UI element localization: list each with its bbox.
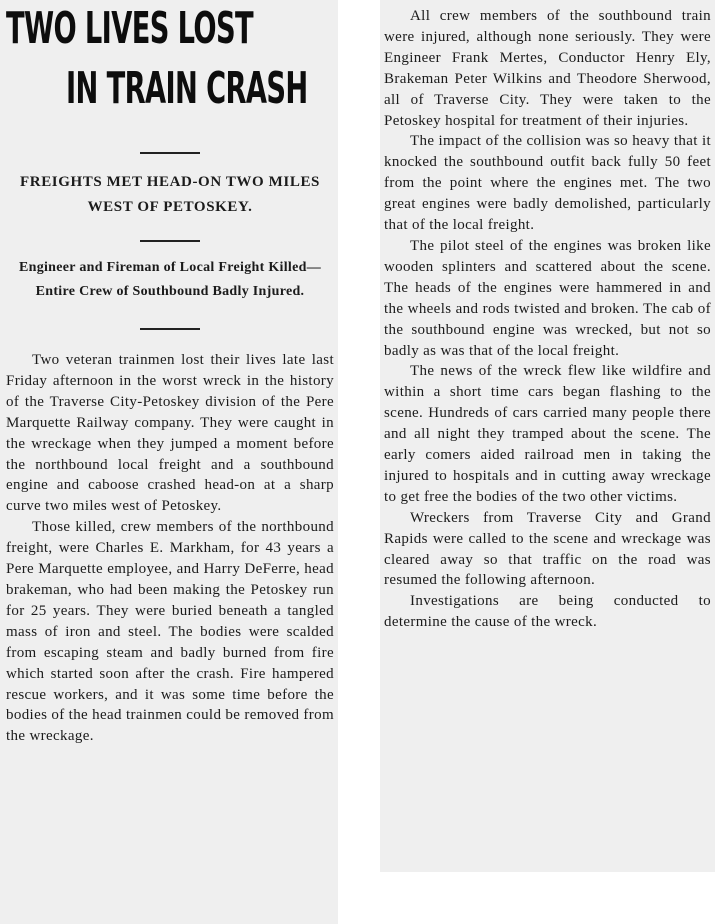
article-paragraph: The impact of the collision was so heavy that it knocked the southbound outfit back fully 50 feet from the point where the engines met. The two great engines were badly demolished, particularly that of the local freight. <box>384 133 711 234</box>
subdeck-headline: Engineer and Fireman of Local Freight Killed—Entire Crew of Southbound Badly Injured. <box>18 260 322 299</box>
article-paragraph: All crew members of the southbound train were injured, although none seriously. They were Engineer Frank Mertes, Conductor Henry Ely, Brakeman Peter Wilkins and Theodore Sherwood, all of Traverse City. They were taken to the Petoskey hospital for treatment of their injuries. <box>384 8 711 129</box>
right-column <box>380 0 715 872</box>
deck-headline: FREIGHTS MET HEAD-ON TWO MILES WEST OF PETOSKEY. <box>20 174 320 215</box>
divider-rule <box>140 328 200 330</box>
article-paragraph: Those killed, crew members of the northbound freight, were Charles E. Markham, for 43 years a Pere Marquette employee, and Harry DeFerre, head brakeman, who had been making the Petoskey run for 25 years. They were buried beneath a tangled mass of iron and steel. The bodies were scalded from escaping steam and badly burned from fire which started soon after the crash. Fire hampered rescue workers, and it was some time before the bodies of the head trainmen could be removed from the wreckage. <box>6 519 334 745</box>
article-paragraph: The news of the wreck flew like wildfire and within a short time cars began flashing to the scene. Hundreds of cars carried many people there and all night they tramped about the scene. The early comers aided railroad men in taking the injured to hospitals and in cutting away wreckage to get free the bodies of the two other victims. <box>384 363 711 505</box>
article-paragraph: The pilot steel of the engines was broken like wooden splinters and scattered about the scene. The heads of the engines were hammered in and the wheels and rods twisted and broken. The cab of the southbound engine was wrecked, but not so badly as was that of the local freight. <box>384 237 711 359</box>
article-paragraph: Wreckers from Traverse City and Grand Rapids were called to the scene and wreckage was cleared away so that traffic on the road was resumed the following afternoon. <box>384 509 711 589</box>
headline-line-1: TWO LIVES LOST <box>6 3 253 54</box>
article-paragraph: Investigations are being conducted to determine the cause of the wreck. <box>384 593 711 631</box>
left-column <box>0 0 338 924</box>
article-paragraph: Two veteran trainmen lost their lives late last Friday afternoon in the worst wreck in the history of the Traverse City-Petoskey division of the Pere Marquette Railway company. They were caught in the wreckage when they jumped a moment before the northbound local freight and a southbound engine and caboose crashed head-on at a sharp curve two miles west of Petoskey. <box>6 352 334 515</box>
divider-rule <box>140 152 200 154</box>
headline-line-2: IN TRAIN CRASH <box>66 63 308 114</box>
divider-rule <box>140 240 200 242</box>
